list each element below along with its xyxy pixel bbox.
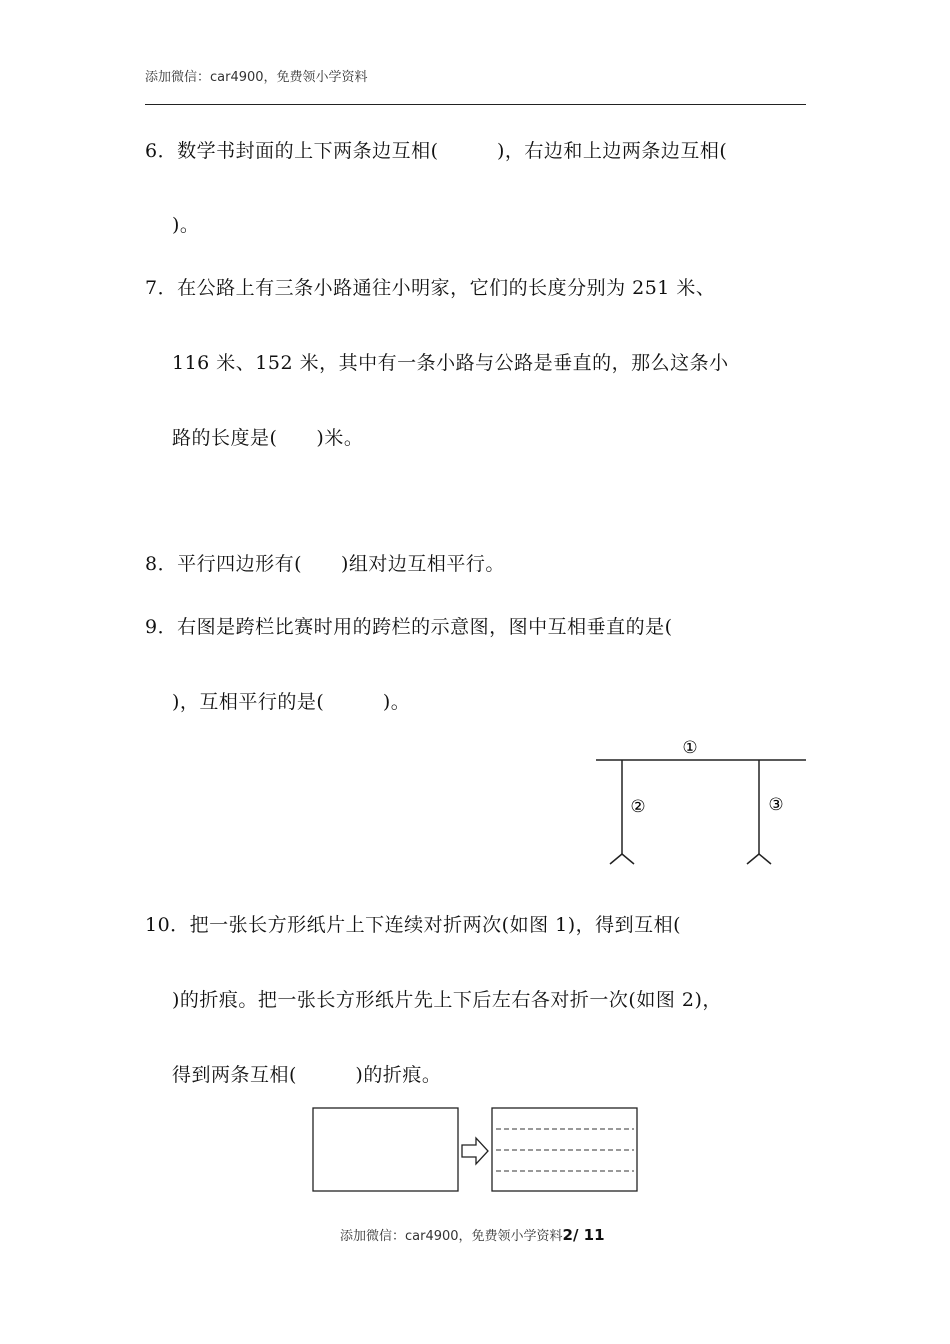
- header-rule: [145, 104, 806, 105]
- hurdle-diagram: [590, 730, 815, 870]
- question-7-line-3: 路的长度是( )米。: [172, 427, 364, 449]
- label-three: ③: [768, 795, 784, 815]
- question-7-line-1: 7．在公路上有三条小路通往小明家，它们的长度分别为 251 米、: [145, 277, 716, 299]
- page-number: 2/ 11: [562, 1226, 605, 1244]
- arrow-right-icon: [462, 1138, 488, 1164]
- hurdle-right-foot: [747, 854, 771, 864]
- page-footer: [340, 1225, 605, 1244]
- question-10-line-3: 得到两条互相( )的折痕。: [172, 1064, 442, 1086]
- footer-text: 添加微信：car4900，免费领小学资料: [340, 1229, 563, 1244]
- question-10-line-2: )的折痕。把一张长方形纸片先上下后左右各对折一次(如图 2)，: [172, 989, 722, 1011]
- question-10-line-1: 10．把一张长方形纸片上下连续对折两次(如图 1)，得到互相(: [145, 914, 682, 936]
- question-8-line-1: 8．平行四边形有( )组对边互相平行。: [145, 553, 505, 575]
- question-7-line-2: 116 米、152 米，其中有一条小路与公路是垂直的，那么这条小: [172, 352, 729, 374]
- question-6-line-2: )。: [172, 214, 200, 236]
- unfolded-paper-rect: [313, 1108, 458, 1191]
- paper-fold-diagram: [305, 1100, 650, 1200]
- question-9-line-1: 9．右图是跨栏比赛时用的跨栏的示意图，图中互相垂直的是(: [145, 616, 673, 638]
- label-one: ①: [682, 738, 698, 758]
- label-two: ②: [630, 797, 646, 817]
- page-header: 添加微信：car4900，免费领小学资料: [145, 70, 368, 85]
- question-6-line-1: 6．数学书封面的上下两条边互相( )，右边和上边两条边互相(: [145, 140, 728, 162]
- hurdle-left-foot: [610, 854, 634, 864]
- question-9-line-2: )，互相平行的是( )。: [172, 691, 411, 713]
